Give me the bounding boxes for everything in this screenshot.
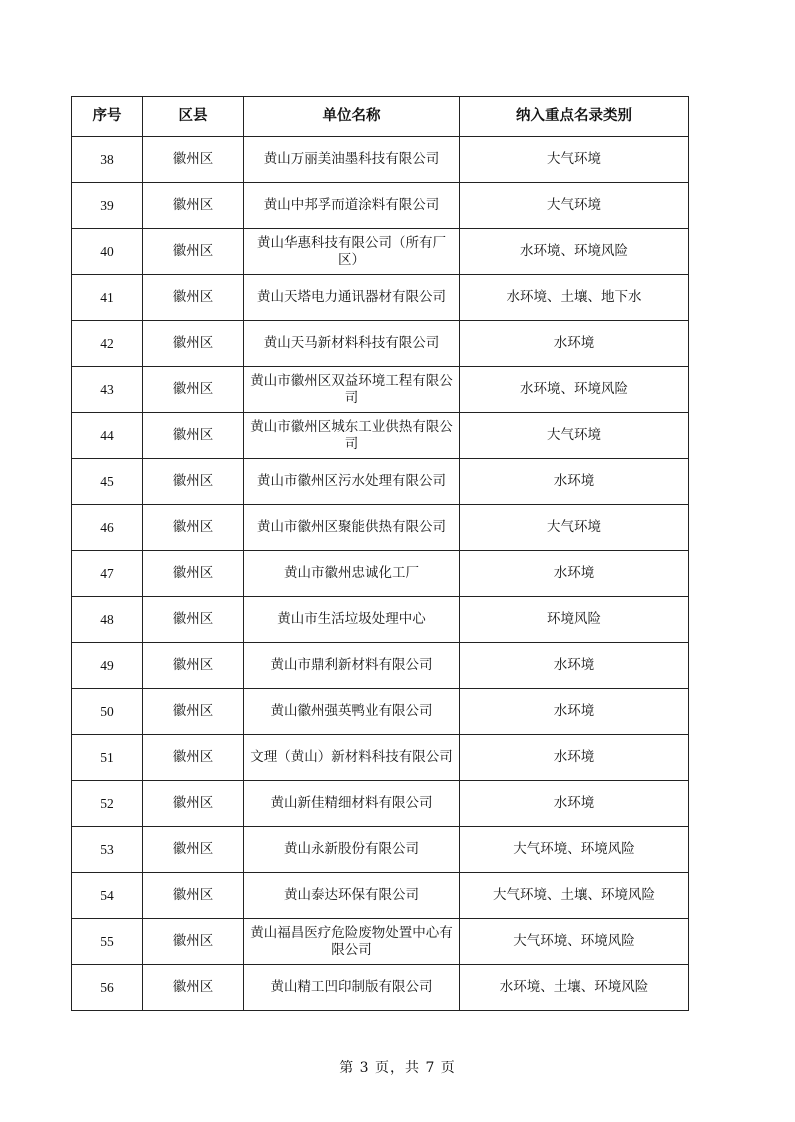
- table-row: [72, 781, 689, 827]
- unit-name-cell: 黄山华惠科技有限公司（所有厂区）: [244, 229, 460, 275]
- county-cell: 徽州区: [143, 183, 244, 229]
- unit-name-cell: 黄山市生活垃圾处理中心: [244, 597, 460, 643]
- category-cell: 水环境: [460, 459, 689, 505]
- table-row: [72, 643, 689, 689]
- table-row: [72, 459, 689, 505]
- serial-no-cell: 40: [72, 229, 143, 275]
- category-cell: 大气环境、环境风险: [460, 827, 689, 873]
- unit-name-cell: 黄山新佳精细材料有限公司: [244, 781, 460, 827]
- category-cell: 水环境: [460, 781, 689, 827]
- county-cell: 徽州区: [143, 735, 244, 781]
- county-cell: 徽州区: [143, 229, 244, 275]
- category-cell: 大气环境: [460, 183, 689, 229]
- serial-no-cell: 43: [72, 367, 143, 413]
- unit-name-cell: 黄山泰达环保有限公司: [244, 873, 460, 919]
- serial-no-cell: 47: [72, 551, 143, 597]
- unit-name-cell: 黄山市徽州忠诚化工厂: [244, 551, 460, 597]
- county-cell: 徽州区: [143, 781, 244, 827]
- table-row: [72, 827, 689, 873]
- county-cell: 徽州区: [143, 873, 244, 919]
- serial-no-cell: 51: [72, 735, 143, 781]
- table-row: [72, 919, 689, 965]
- county-cell: 徽州区: [143, 597, 244, 643]
- county-cell: 徽州区: [143, 689, 244, 735]
- county-cell: 徽州区: [143, 965, 244, 1011]
- table-row: [72, 735, 689, 781]
- serial-no-cell: 50: [72, 689, 143, 735]
- category-cell: 大气环境: [460, 413, 689, 459]
- serial-no-cell: 46: [72, 505, 143, 551]
- county-cell: 徽州区: [143, 137, 244, 183]
- table-row: [72, 229, 689, 275]
- category-cell: 水环境: [460, 735, 689, 781]
- category-cell: 水环境、土壤、地下水: [460, 275, 689, 321]
- unit-name-cell: 黄山天马新材料科技有限公司: [244, 321, 460, 367]
- table-row: [72, 183, 689, 229]
- category-cell: 水环境: [460, 321, 689, 367]
- category-cell: 水环境: [460, 643, 689, 689]
- table-header-row: [72, 97, 689, 137]
- serial-no-cell: 54: [72, 873, 143, 919]
- unit-name-cell: 黄山万丽美油墨科技有限公司: [244, 137, 460, 183]
- unit-name-cell: 黄山市徽州区聚能供热有限公司: [244, 505, 460, 551]
- unit-name-cell: 黄山福昌医疗危险废物处置中心有限公司: [244, 919, 460, 965]
- county-cell: 徽州区: [143, 551, 244, 597]
- category-cell: 大气环境、环境风险: [460, 919, 689, 965]
- table-row: [72, 689, 689, 735]
- header-serial-no: 序号: [72, 97, 143, 137]
- category-cell: 水环境: [460, 551, 689, 597]
- unit-name-cell: 黄山永新股份有限公司: [244, 827, 460, 873]
- header-category: 纳入重点名录类别: [460, 97, 689, 137]
- county-cell: 徽州区: [143, 643, 244, 689]
- serial-no-cell: 53: [72, 827, 143, 873]
- serial-no-cell: 44: [72, 413, 143, 459]
- unit-name-cell: 文理（黄山）新材料科技有限公司: [244, 735, 460, 781]
- county-cell: 徽州区: [143, 275, 244, 321]
- county-cell: 徽州区: [143, 827, 244, 873]
- category-cell: 大气环境: [460, 137, 689, 183]
- serial-no-cell: 55: [72, 919, 143, 965]
- serial-no-cell: 56: [72, 965, 143, 1011]
- serial-no-cell: 49: [72, 643, 143, 689]
- header-county: 区县: [143, 97, 244, 137]
- table-row: [72, 965, 689, 1011]
- unit-name-cell: 黄山中邦孚而道涂料有限公司: [244, 183, 460, 229]
- serial-no-cell: 39: [72, 183, 143, 229]
- unit-name-cell: 黄山市鼎利新材料有限公司: [244, 643, 460, 689]
- serial-no-cell: 41: [72, 275, 143, 321]
- category-cell: 水环境、土壤、环境风险: [460, 965, 689, 1011]
- table-row: [72, 413, 689, 459]
- table-row: [72, 597, 689, 643]
- unit-name-cell: 黄山精工凹印制版有限公司: [244, 965, 460, 1011]
- unit-name-cell: 黄山市徽州区污水处理有限公司: [244, 459, 460, 505]
- category-cell: 水环境: [460, 689, 689, 735]
- county-cell: 徽州区: [143, 919, 244, 965]
- table-row: [72, 873, 689, 919]
- page-number-footer: 第 3 页，共 7 页: [339, 1060, 456, 1076]
- serial-no-cell: 42: [72, 321, 143, 367]
- category-cell: 大气环境、土壤、环境风险: [460, 873, 689, 919]
- unit-name-cell: 黄山徽州强英鸭业有限公司: [244, 689, 460, 735]
- header-unit-name: 单位名称: [244, 97, 460, 137]
- category-cell: 水环境、环境风险: [460, 367, 689, 413]
- table-row: [72, 137, 689, 183]
- county-cell: 徽州区: [143, 413, 244, 459]
- category-cell: 大气环境: [460, 505, 689, 551]
- unit-name-cell: 黄山市徽州区城东工业供热有限公司: [244, 413, 460, 459]
- table-row: [72, 275, 689, 321]
- county-cell: 徽州区: [143, 459, 244, 505]
- table-row: [72, 321, 689, 367]
- county-cell: 徽州区: [143, 505, 244, 551]
- serial-no-cell: 38: [72, 137, 143, 183]
- county-cell: 徽州区: [143, 367, 244, 413]
- key-units-table: [71, 96, 689, 1011]
- table-row: [72, 367, 689, 413]
- serial-no-cell: 48: [72, 597, 143, 643]
- county-cell: 徽州区: [143, 321, 244, 367]
- table-row: [72, 505, 689, 551]
- category-cell: 水环境、环境风险: [460, 229, 689, 275]
- unit-name-cell: 黄山市徽州区双益环境工程有限公司: [244, 367, 460, 413]
- serial-no-cell: 52: [72, 781, 143, 827]
- category-cell: 环境风险: [460, 597, 689, 643]
- table-row: [72, 551, 689, 597]
- unit-name-cell: 黄山天塔电力通讯器材有限公司: [244, 275, 460, 321]
- serial-no-cell: 45: [72, 459, 143, 505]
